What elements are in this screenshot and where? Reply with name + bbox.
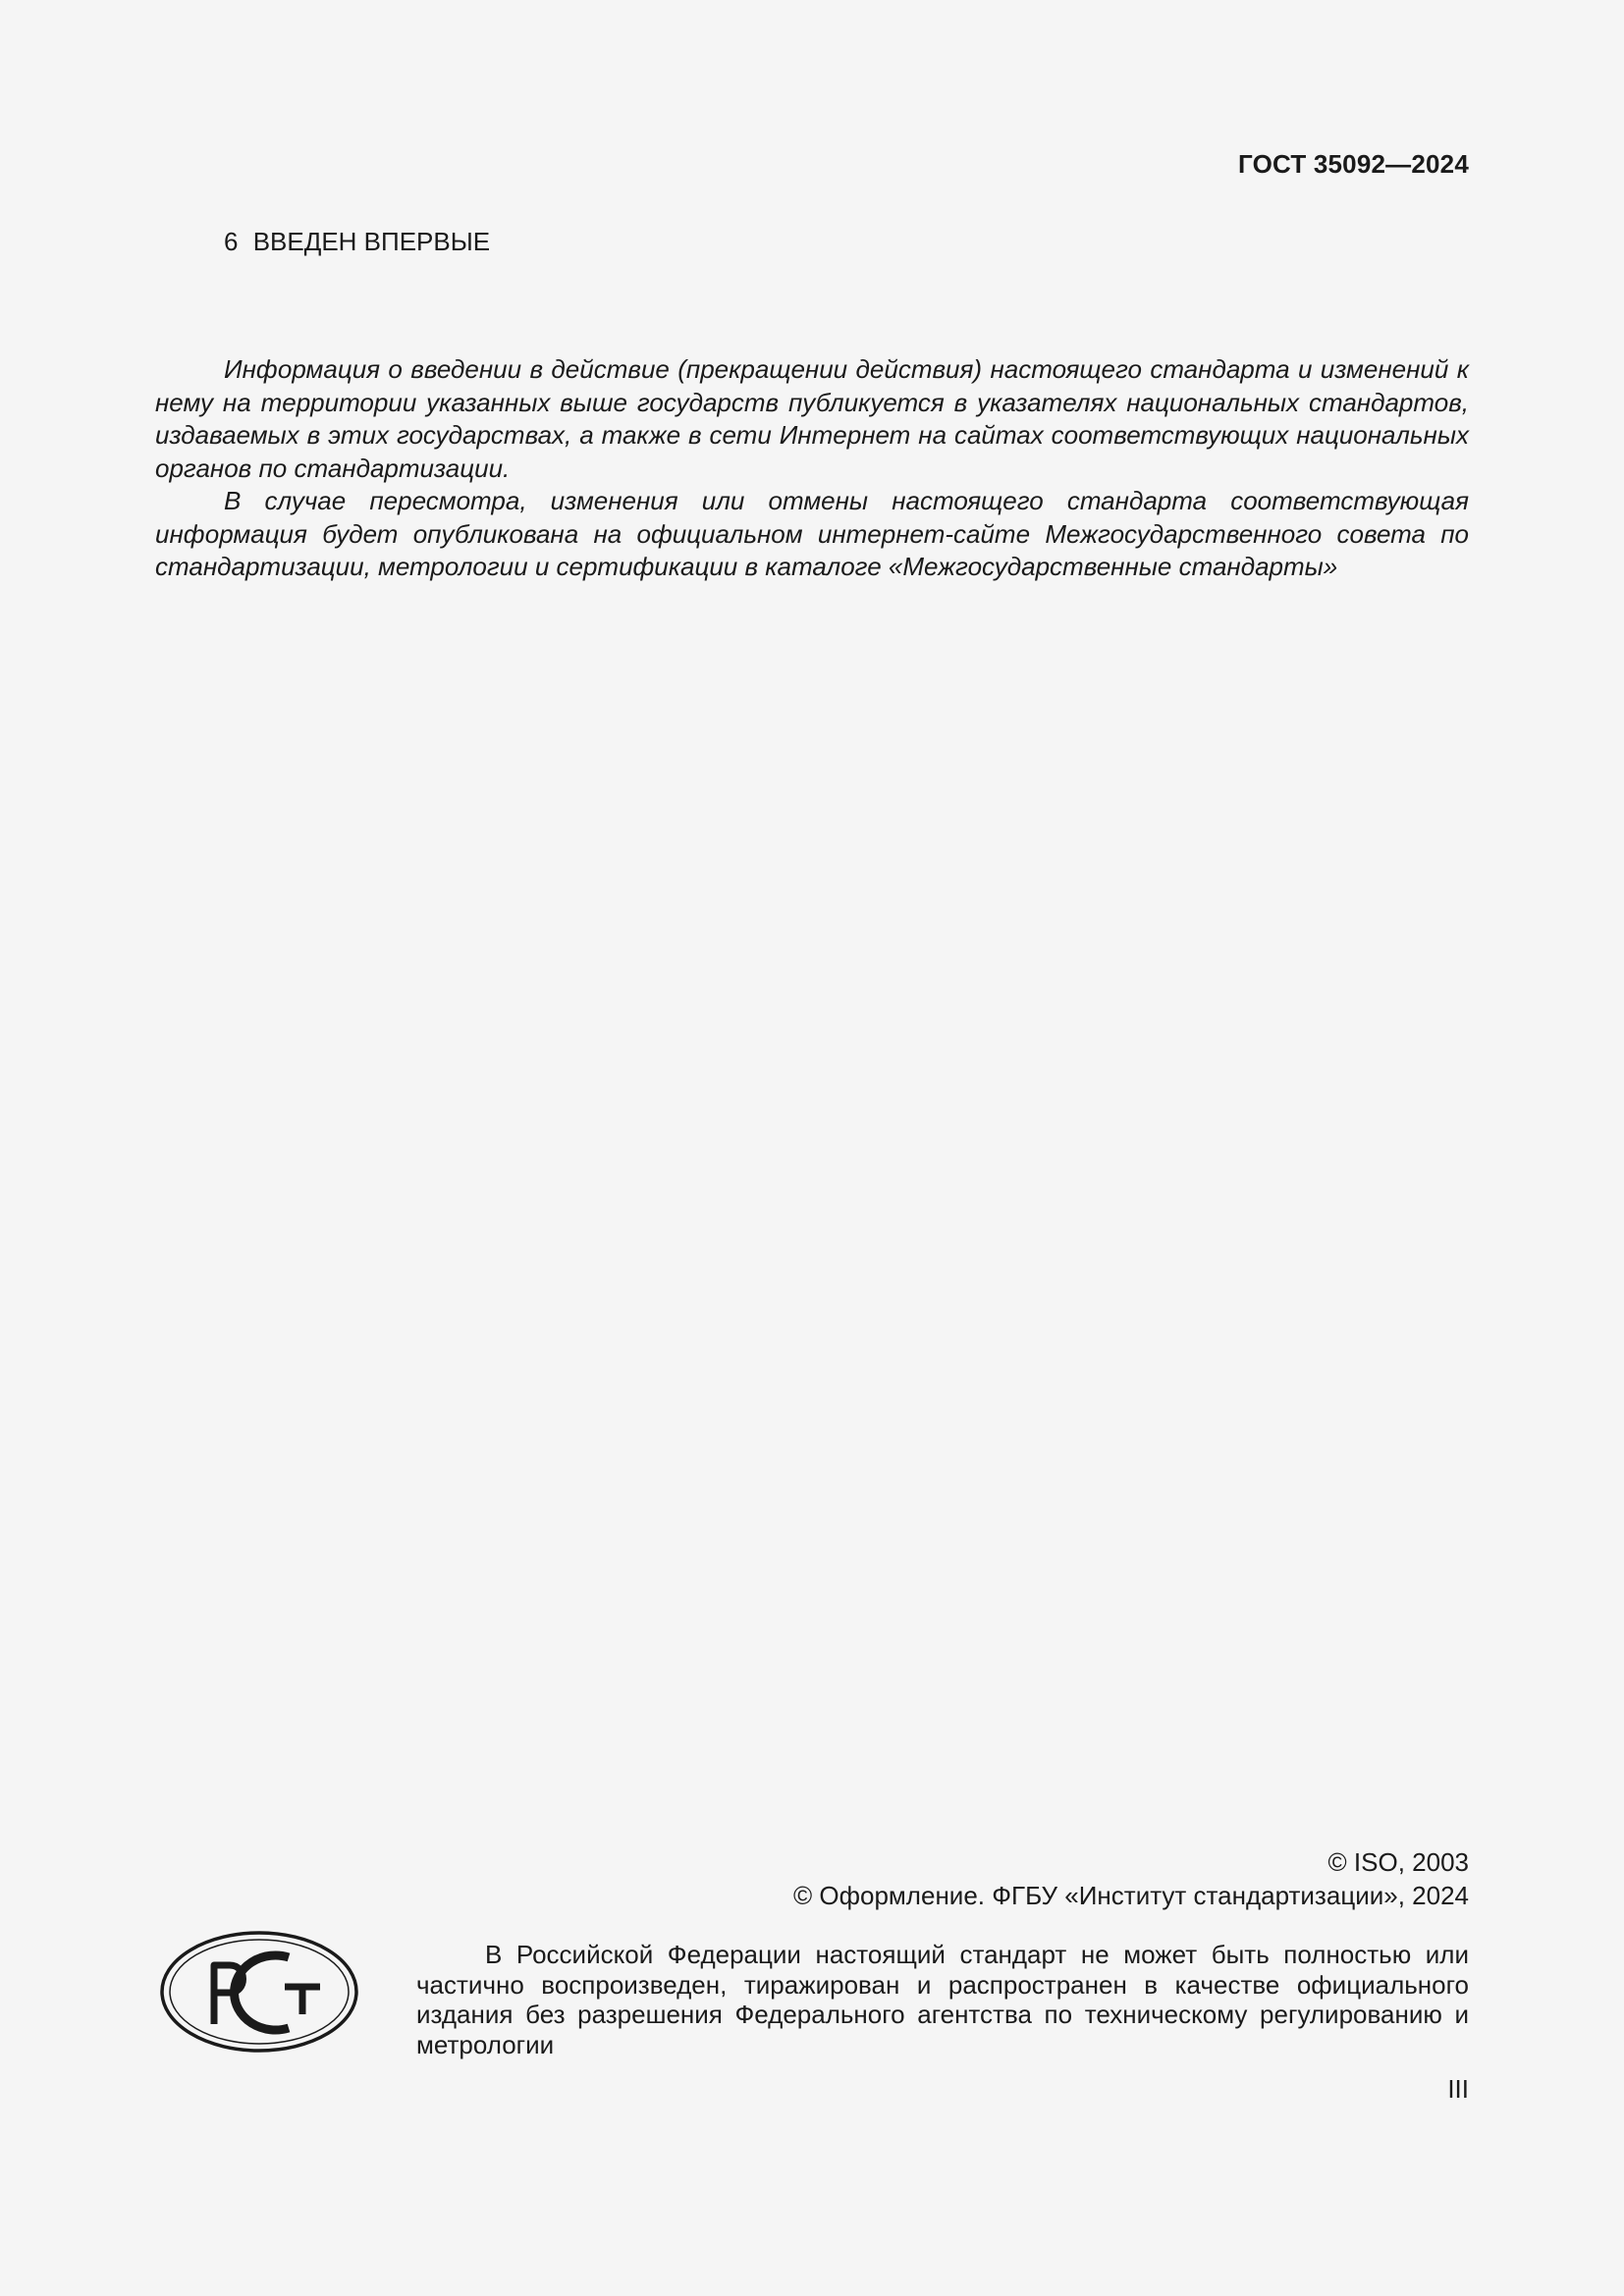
section-item-6: [224, 227, 490, 257]
info-block: [155, 353, 1469, 584]
section-text: ВВЕДЕН ВПЕРВЫЕ: [252, 227, 491, 256]
copyright-block: [487, 1845, 1469, 1912]
rst-certification-mark-icon: [159, 1930, 359, 2054]
info-paragraph-1: Информация о введении в действие (прекращении действия) настоящего стандарта и изменений к нему на территории указанных выше государств публикуется в указателях национальных стандартов, издаваемых в этих государствах, а также в сети Интернет на сайтах соответствующих национальных органов по стандартизации.: [155, 354, 1469, 483]
copyright-iso: © ISO, 2003: [1327, 1847, 1469, 1877]
notice-text: В Российской Федерации настоящий стандарт не может быть полностью или частично воспроизведен, тиражирован и распространен в качестве официального издания без разрешения Федерального агентства по техническому регулированию и метрологии: [416, 1940, 1469, 2059]
page-number: III: [1447, 2074, 1469, 2104]
info-paragraph-2: В случае пересмотра, изменения или отмены настоящего стандарта соответствующая информация будет опубликована на официальном интернет-сайте Межгосударственного совета по стандартизации, метрологии и сертификации в каталоге «Межгосударственные стандарты»: [155, 486, 1469, 581]
section-number: 6: [224, 227, 239, 256]
document-number: ГОСТ 35092—2024: [1238, 149, 1469, 179]
copyright-design: © Оформление. ФГБУ «Институт стандартизации», 2024: [793, 1881, 1469, 1910]
reproduction-notice: [416, 1940, 1469, 2059]
